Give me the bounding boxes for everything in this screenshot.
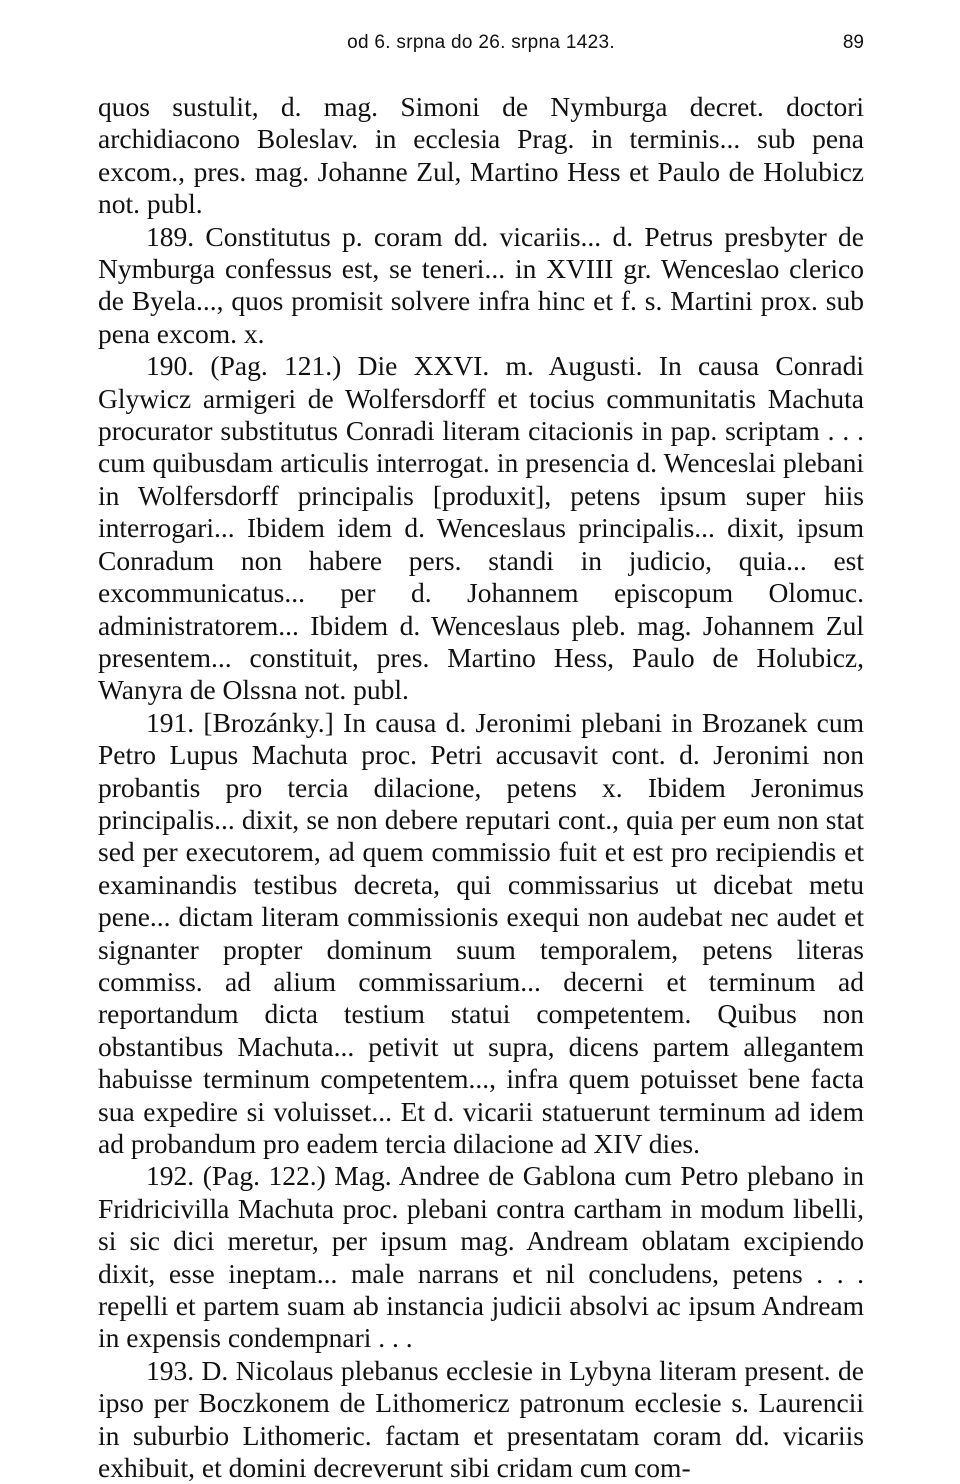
running-title: od 6. srpna do 26. srpna 1423.	[347, 32, 615, 53]
paragraph-189: 189. Constitutus p. coram dd. vicariis... d. Petrus presbyter de Nymburga confessus est, se teneri... in XVIII gr. Wenceslao clerico de Byela..., quos promisit solvere infra hinc et f. s. Martini prox. sub pena excom. x.	[98, 220, 864, 349]
paragraph-190: 190. (Pag. 121.) Die XXVI. m. Augusti. In causa Conradi Glywicz armigeri de Wolfersdorff et tocius communitatis Machuta procurator substitutus Conradi literam citacionis in pap. scriptam . . . cum quibusdam articulis interrogat. in presencia d. Wenceslai plebani in Wolfersdorff principalis [produxit], petens ipsum super hiis interrogari... Ibidem idem d. Wenceslaus principalis... dixit, ipsum Conradum non habere pers. standi in judicio, quia... est excommunicatus... per d. Johannem episcopum Olomuc. administratorem... Ibidem d. Wenceslaus pleb. mag. Johannem Zul presentem... constituit, pres. Martino Hess, Paulo de Holubicz, Wanyra de Olssna not. publ.	[98, 350, 864, 706]
paragraph-192: 192. (Pag. 122.) Mag. Andree de Gablona cum Petro plebano in Fridricivilla Machuta proc. plebani contra cartham in modum libelli, si sic dici meretur, per ipsum mag. Andream oblatam excipiendo dixit, esse ineptam... male narrans et nil concludens, petens . . . repelli et partem suam ab instancia judicii absolvi ac ipsum Andream in expensis condempnari . . .	[98, 1160, 864, 1354]
paragraph-191: 191. [Brozánky.] In causa d. Jeronimi plebani in Brozanek cum Petro Lupus Machuta proc. Petri accusavit cont. d. Jeronimi non probantis pro tercia dilacione, petens x. Ibidem Jeronimus principalis... dixit, se non debere reputari cont., quia per eum non stat sed per executorem, ad quem commissio fuit et est pro recipiendis et examinandis testibus decreta, qui commissarius ut dicebat metu pene... dictam literam commissionis exequi non audebat nec audet et signanter propter dominum suum temporalem, petens literas commiss. ad alium commissarium... decerni et terminum ad reportandum dicta testium statui competentem. Quibus non obstantibus Machuta... petivit ut supra, dicens partem allegantem habuisse terminum competentem..., infra quem potuisset bene facta sua expedire si voluisset... Et d. vicarii statuerunt terminum ad idem ad probandum pro eadem tercia dilacione ad XIV dies.	[98, 706, 864, 1159]
body-text	[98, 91, 864, 1484]
paragraph-193: 193. D. Nicolaus plebanus ecclesie in Lybyna literam present. de ipso per Boczkonem de Lithomericz patronum ecclesie s. Laurencii in suburbio Lithomeric. factam et presentatam coram dd. vicariis exhibuit, et domini decreverunt sibi cridam cum com-	[98, 1354, 864, 1484]
running-head	[98, 32, 864, 62]
page-number: 89	[842, 32, 864, 53]
paragraph-continuation: quos sustulit, d. mag. Simoni de Nymburga decret. doctori archidiacono Boleslav. in ecclesia Prag. in terminis... sub pena excom., pres. mag. Johanne Zul, Martino Hess et Paulo de Holubicz not. publ.	[98, 91, 864, 220]
